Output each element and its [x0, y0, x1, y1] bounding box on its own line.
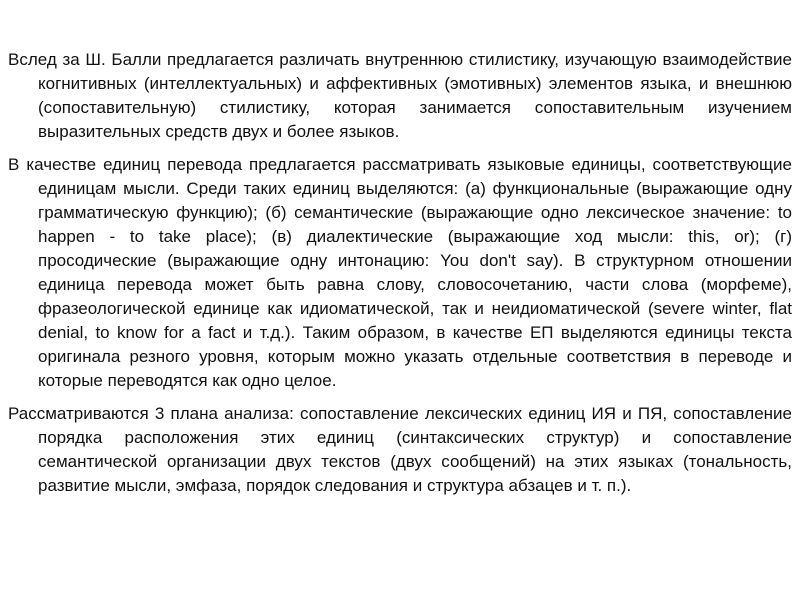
paragraph-analysis-plans: Рассматриваются 3 плана анализа: сопоставление лексических единиц ИЯ и ПЯ, сопоставление порядка расположения этих единиц (синтаксических структур) и сопоставление семантической организации двух текстов (двух сообщений) на этих языках (тональность, развитие мысли, эмфаза, порядок следования и структура абзацев и т. п.). [8, 404, 792, 495]
paragraph-stylistics: Вслед за Ш. Балли предлагается различать внутреннюю стилистику, изучающую взаимодействие когнитивных (интеллектуальных) и аффективных (эмотивных) элементов языка, и внешнюю (сопоставительную) стилистику, которая занимается сопоставительным изучением выразительных средств двух и более языков. [8, 50, 792, 141]
paragraph-translation-units: В качестве единиц перевода предлагается рассматривать языковые единицы, соответствующие единицам мысли. Среди таких единиц выделяются: (а) функциональные (выражающие одну грамматическую функцию); (б) семантические (выражающие одно лексическое значение: to happen - to take place); (в) диалектические (выражающие ход мысли: this, or); (г) просодические (выражающие одну интонацию: You don't say). В структурном отношении единица перевода может быть равна слову, словосочетанию, части слова (морфеме), фразеологической единице как идиоматической, так и неидиоматической (severe winter, flat denial, to know for a fact и т.д.). Таким образом, в качестве ЕП выделяются единицы текста оригинала резного уровня, которым можно указать отдельные соответствия в переводе и которые переводятся как одно целое. [8, 155, 792, 390]
slide-body [8, 48, 792, 507]
